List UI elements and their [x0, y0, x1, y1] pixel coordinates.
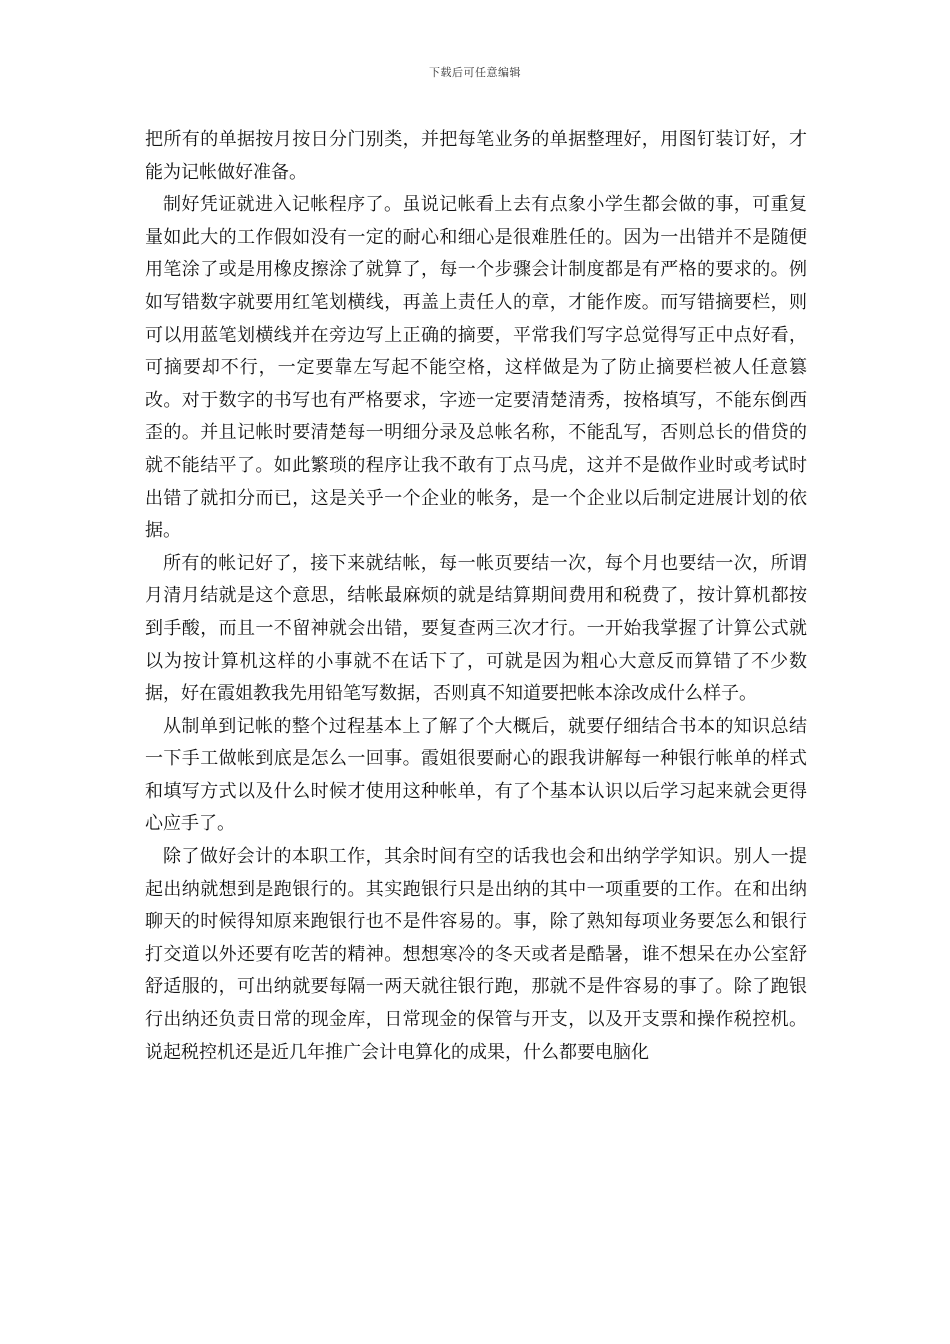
page-header: 下载后可任意编辑	[429, 66, 521, 79]
paragraph-3: 所有的帐记好了，接下来就结帐，每一帐页要结一次，每个月也要结一次，所谓月清月结就是这个意思，结帐最麻烦的就是结算期间费用和税费了，按计算机都按到手酸，而且一不留神就会出错，要复查两三次才行。一开始我掌握了计算公式就以为按计算机这样的小事就不在话下了，可就是因为粗心大意反而算错了不少数据，好在霞姐教我先用铅笔写数据，否则真不知道要把帐本涂改成什么样子。	[145, 552, 807, 705]
paragraph-2: 制好凭证就进入记帐程序了。虽说记帐看上去有点象小学生都会做的事，可重复量如此大的工作假如没有一定的耐心和细心是很难胜任的。因为一出错并不是随便用笔涂了或是用橡皮擦涂了就算了，每一个步骤会计制度都是有严格的要求的。例如写错数字就要用红笔划横线，再盖上责任人的章，才能作废。而写错摘要栏，则可以用蓝笔划横线并在旁边写上正确的摘要，平常我们写字总觉得写正中点好看，可摘要却不行，一定要靠左写起不能空格，这样做是为了防止摘要栏被人任意篡改。对于数字的书写也有严格要求，字迹一定要清楚清秀，按格填写，不能东倒西歪的。并且记帐时要清楚每一明细分录及总帐名称，不能乱写，否则总长的借贷的就不能结平了。如此繁琐的程序让我不敢有丁点马虎，这并不是做作业时或考试时出错了就扣分而已，这是关乎一个企业的帐务，是一个企业以后制定进展计划的依据。	[145, 194, 807, 542]
document-body	[145, 124, 807, 1069]
paragraph-5: 除了做好会计的本职工作，其余时间有空的话我也会和出纳学学知识。别人一提起出纳就想到是跑银行的。其实跑银行只是出纳的其中一项重要的工作。在和出纳聊天的时候得知原来跑银行也不是件容易的。事，除了熟知每项业务要怎么和银行打交道以外还要有吃苦的精神。想想寒冷的冬天或者是酷暑，谁不想呆在办公室舒舒适服的，可出纳就要每隔一两天就往银行跑，那就不是件容易的事了。除了跑银行出纳还负责日常的现金库，日常现金的保管与开支，以及开支票和操作税控机。说起税控机还是近几年推广会计电算化的成果，什么都要电脑化	[145, 846, 807, 1063]
paragraph-1: 把所有的单据按月按日分门别类，并把每笔业务的单据整理好，用图钉装订好，才能为记帐做好准备。	[145, 129, 807, 183]
paragraph-4: 从制单到记帐的整个过程基本上了解了个大概后，就要仔细结合书本的知识总结一下手工做帐到底是怎么一回事。霞姐很要耐心的跟我讲解每一种银行帐单的样式和填写方式以及什么时候才使用这种帐单，有了个基本认识以后学习起来就会更得心应手了。	[145, 715, 807, 835]
